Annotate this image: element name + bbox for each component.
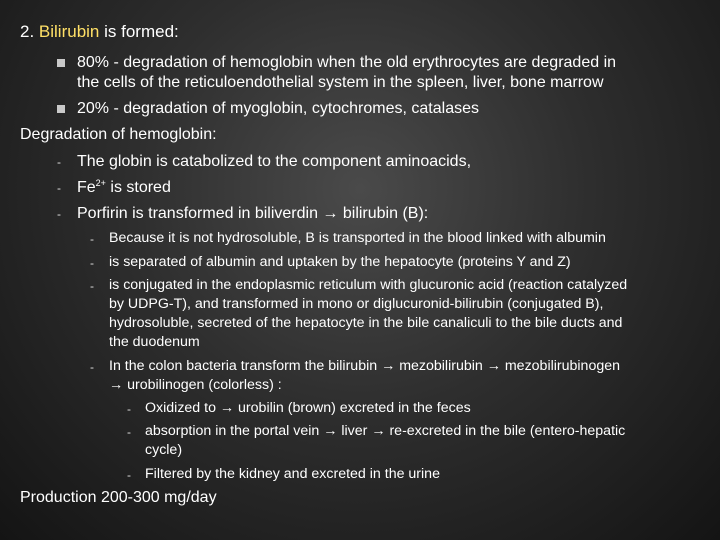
sub-sub-item-2-line-2: cycle): [145, 442, 183, 458]
title-rest: is formed:: [99, 22, 179, 41]
dash-bullet-icon: -: [90, 232, 94, 246]
dash-bullet-icon: -: [57, 181, 61, 195]
sub-sub-item-3: Filtered by the kidney and excreted in the urine: [145, 466, 440, 482]
dash-bullet-icon: -: [127, 468, 131, 482]
dash-bullet-icon: -: [127, 402, 131, 416]
degradation-item-1: The globin is catabolized to the component aminoacids,: [77, 153, 472, 170]
sub-item-3-line-2: by UDPG-T), and transformed in mono or diglucuronid-bilirubin (conjugated B),: [109, 296, 604, 312]
square-bullet-icon: [57, 59, 65, 67]
sub-item-3-line-4: the duodenum: [109, 334, 200, 350]
sub-item-4-line-2: → urobilinogen (colorless) :: [109, 377, 282, 393]
bullet-2: 20% - degradation of myoglobin, cytochromes, catalases: [77, 100, 479, 117]
degradation-heading: Degradation of hemoglobin:: [20, 126, 217, 143]
fe-stored-text: is stored: [105, 179, 171, 196]
title-highlight: Bilirubin: [38, 22, 100, 41]
sub-item-3-line-3: hydrosoluble, secreted of the hepatocyte in the bile canaliculi to the bile ducts and: [109, 315, 623, 331]
square-bullet-icon: [57, 105, 65, 113]
fe-text: Fe: [77, 179, 96, 196]
dash-bullet-icon: -: [90, 360, 94, 374]
sub-item-2: is separated of albumin and uptaken by the hepatocyte (proteins Y and Z): [109, 254, 571, 270]
bullet-1-line-1: 80% - degradation of hemoglobin when the old erythrocytes are degraded in: [77, 54, 617, 71]
dash-bullet-icon: -: [90, 279, 94, 293]
production-text: Production 200-300 mg/day: [20, 489, 217, 506]
dash-bullet-icon: -: [90, 256, 94, 270]
degradation-item-2: [77, 179, 171, 197]
sub-item-3-line-1: is conjugated in the endoplasmic reticulum with glucuronic acid (reaction catalyzed: [109, 277, 628, 293]
degradation-item-3: Porfirin is transformed in biliverdin → bilirubin (B):: [77, 205, 429, 222]
sub-item-1: Because it is not hydrosoluble, B is transported in the blood linked with albumin: [109, 230, 606, 246]
sub-sub-item-2-line-1: absorption in the portal vein → liver → re-excreted in the bile (entero-hepatic: [145, 423, 626, 439]
dash-bullet-icon: -: [57, 155, 61, 169]
dash-bullet-icon: -: [57, 207, 61, 221]
slide-title: [20, 22, 179, 42]
dash-bullet-icon: -: [127, 425, 131, 439]
bullet-1-line-2: the cells of the reticuloendothelial system in the spleen, liver, bone marrow: [77, 74, 604, 91]
sub-item-4-line-1: In the colon bacteria transform the bilirubin → mezobilirubin → mezobilirubinogen: [109, 358, 621, 374]
fe-charge: 2+: [95, 178, 106, 188]
sub-sub-item-1: Oxidized to → urobilin (brown) excreted in the feces: [145, 400, 471, 416]
title-prefix: 2.: [20, 22, 39, 41]
